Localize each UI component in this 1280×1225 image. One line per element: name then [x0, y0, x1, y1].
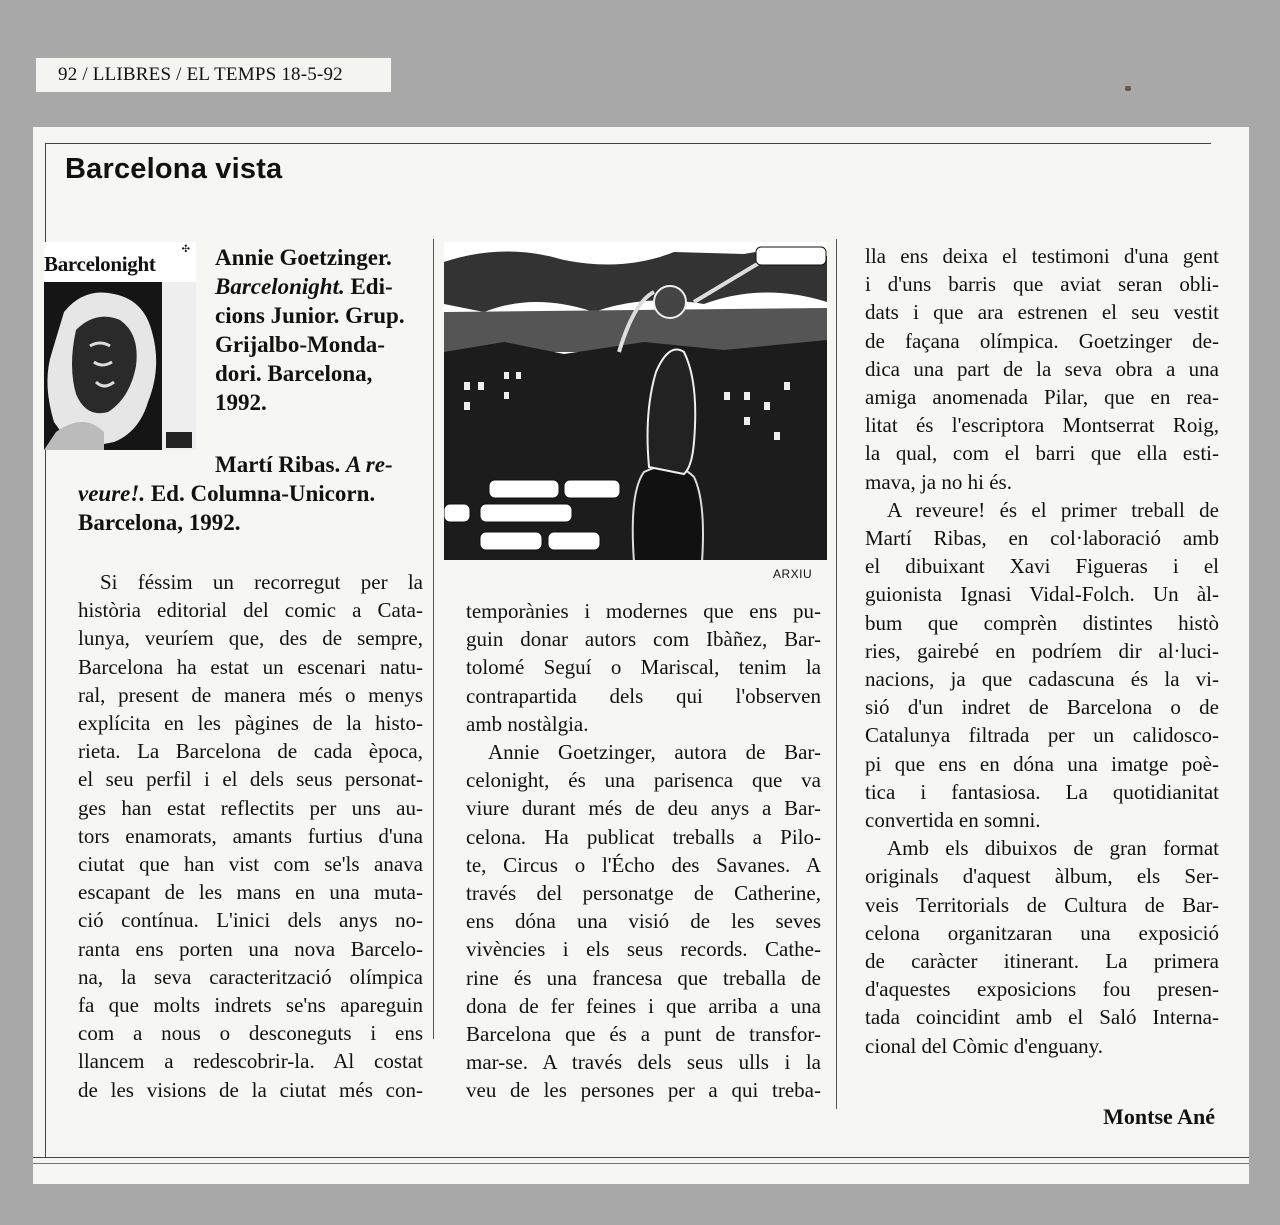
text-line: temporànies i modernes que ens pu-: [466, 599, 821, 623]
bib-text-1f: 1992.: [215, 390, 267, 415]
bib-place-2: Barcelona, 1992.: [78, 510, 241, 535]
text-line: nacions, ja que cadascuna és la vi-: [865, 667, 1219, 692]
text-line: veis Territorials de Cultura de Bar-: [865, 892, 1219, 917]
text-line: explícita en les pàgines de la histo-: [78, 711, 423, 736]
body-column-3: [865, 242, 1219, 1060]
text-line: i d'uns barris que aviat seran obli-: [865, 272, 1219, 297]
text-line: Barcelona ha estat un escenari natu-: [78, 654, 423, 679]
text-line: escapant de les mans en una muta-: [78, 880, 423, 905]
text-line: pi que ens en dóna una imatge poè-: [865, 751, 1219, 776]
text-line: tolomé Seguí o Mariscal, tenim la: [466, 655, 821, 680]
text-line: Annie Goetzinger, autora de Bar-: [488, 740, 821, 765]
text-line: convertida en somni.: [865, 808, 1041, 833]
text-line: ranta ens porten una nova Barcelo-: [78, 936, 423, 961]
text-line: sió d'un indret de Barcelona o de: [865, 695, 1219, 720]
text-line: na, la seva caracterització olímpica: [78, 964, 423, 989]
text-line: guionista Ignasi Vidal-Folch. Un àl-: [865, 582, 1219, 607]
text-line: cional del Còmic d'enguany.: [865, 1033, 1104, 1058]
text-line: guin donar autors com Ibàñez, Bar-: [466, 627, 821, 652]
text-line: celonight, és una parisenca que va: [466, 768, 821, 793]
text-line: la qual, com el barri que ella esti-: [865, 441, 1219, 466]
text-line: litat és l'escriptora Montserrat Roig,: [865, 413, 1219, 438]
text-line: lla ens deixa el testimoni d'una gent: [865, 244, 1219, 268]
text-line: ges han estat reflectits per uns au-: [78, 795, 423, 820]
bottom-rule: [33, 1157, 1249, 1158]
text-line: amiga anomenada Pilar, que en rea-: [865, 385, 1219, 410]
bib-text-1b: Edi-: [344, 274, 393, 299]
bib-title-2b: veure!.: [78, 481, 146, 506]
cover-ornament-icon: ✣: [181, 244, 190, 255]
text-line: celona organitzaran una exposició: [865, 920, 1219, 945]
text-line: bum que comprèn distintes histò: [865, 610, 1219, 635]
stain-mark: [1125, 86, 1131, 91]
text-line: celona. Ha publicat treballs a Pilo-: [466, 824, 821, 849]
publication-header: 92 / LLIBRES / EL TEMPS 18-5-92: [36, 58, 391, 92]
text-line: dats i que ara estrenen el seu vestit: [865, 300, 1219, 325]
text-line: Amb els dibuixos de gran format: [887, 836, 1219, 861]
text-line: originals d'aquest àlbum, els Ser-: [865, 864, 1219, 889]
text-line: mar-se. A través dels seus ulls i la: [466, 1050, 821, 1075]
text-line: veu de les persones per a qui treba-: [466, 1078, 821, 1103]
bib-author-2: Martí Ribas.: [215, 452, 346, 477]
comic-panel-drawing: [444, 242, 827, 560]
book-cover-image: [44, 242, 196, 450]
text-line: ens dóna una visió de les seves: [466, 909, 821, 934]
bib-text-1e: dori. Barcelona,: [215, 361, 373, 386]
text-line: ciutat que han vist com se'ls anava: [78, 852, 423, 877]
text-line: d'aquestes exposicions fou presen-: [865, 977, 1219, 1002]
author-byline: Montse Ané: [1103, 1104, 1215, 1129]
bib-text-1c: cions Junior. Grup.: [215, 303, 405, 328]
text-line: fa que molts indrets se'ns apareguin: [78, 993, 423, 1018]
bib-title-1: Barcelonight.: [215, 274, 345, 299]
bib-author-1: Annie Goetzinger.: [215, 245, 392, 270]
text-line: llancem a redescobrir-la. Al costat: [78, 1049, 423, 1074]
text-line: viure durant més de deu anys a Bar-: [466, 796, 821, 821]
text-line: ció contínua. L'inici dels anys no-: [78, 908, 423, 933]
text-line: de caràcter itinerant. La primera: [865, 949, 1219, 974]
bib-title-2: A re-: [345, 452, 393, 477]
text-line: Martí Ribas, en col·laboració amb: [865, 526, 1219, 551]
text-line: contrapartida dels qui l'observen: [466, 683, 821, 708]
text-line: ries, gairebé en podríem dir al·luci-: [865, 638, 1219, 663]
bottom-rule-secondary: [33, 1163, 1249, 1164]
top-rule: [45, 143, 1211, 144]
text-line: Si féssim un recorregut per la: [100, 570, 423, 594]
bib-publisher-2: Ed. Columna-Unicorn.: [145, 481, 376, 506]
text-line: A reveure! és el primer treball de: [887, 497, 1219, 522]
body-column-2: [466, 597, 821, 1105]
text-line: rieta. La Barcelona de cada època,: [78, 739, 423, 764]
text-line: amb nostàlgia.: [466, 711, 589, 736]
column-rule-1: [433, 239, 434, 1039]
text-line: Catalunya filtrada per un calidosco-: [865, 723, 1219, 748]
book-cover-title: Barcelonight: [44, 252, 156, 276]
text-line: història editorial del comic a Cata-: [78, 598, 423, 623]
bibliography-block-1: [215, 243, 425, 417]
text-line: com a nous o desconeguts i ens: [78, 1021, 423, 1046]
body-column-1: [78, 568, 423, 1104]
text-line: rine és una francesa que treballa de: [466, 965, 821, 990]
text-line: tada coincidint amb el Saló Interna-: [865, 1005, 1219, 1030]
text-line: de les visions de la ciutat més con-: [78, 1077, 423, 1102]
text-line: tica i fantasiosa. La quotidianitat: [865, 779, 1219, 804]
text-line: te, Circus o l'Écho des Savanes. A: [466, 852, 821, 877]
text-line: través del personatge de Catherine,: [466, 881, 821, 906]
article-clipping: [33, 127, 1249, 1184]
article-title: Barcelona vista: [65, 153, 283, 185]
text-line: tors enamorats, amants furtius d'una: [78, 823, 423, 848]
text-line: el seu perfil i el dels seus personat-: [78, 767, 423, 792]
column-rule-2: [836, 239, 837, 1109]
text-line: mava, ja no hi és.: [865, 469, 1012, 494]
bibliography-block-2b: [78, 479, 428, 537]
text-line: Barcelona que és a punt de transfor-: [466, 1022, 821, 1047]
text-line: vivències i els seus records. Cathe-: [466, 937, 821, 962]
image-credit: ARXIU: [773, 567, 813, 581]
text-line: dica una part de la seva obra a una: [865, 356, 1219, 381]
bib-text-1d: Grijalbo-Monda-: [215, 332, 385, 357]
cover-illustration: [44, 282, 196, 450]
text-line: dona de fer feines i que arriba a una: [466, 993, 821, 1018]
text-line: lunya, veuríem que, des de sempre,: [78, 626, 423, 651]
comic-illustration: [444, 242, 827, 560]
bibliography-block-2a: [215, 450, 425, 479]
text-line: el dibuixant Xavi Figueras i el: [865, 554, 1219, 579]
text-line: de façana olímpica. Goetzinger de-: [865, 328, 1219, 353]
text-line: ral, present de manera més o menys: [78, 682, 423, 707]
